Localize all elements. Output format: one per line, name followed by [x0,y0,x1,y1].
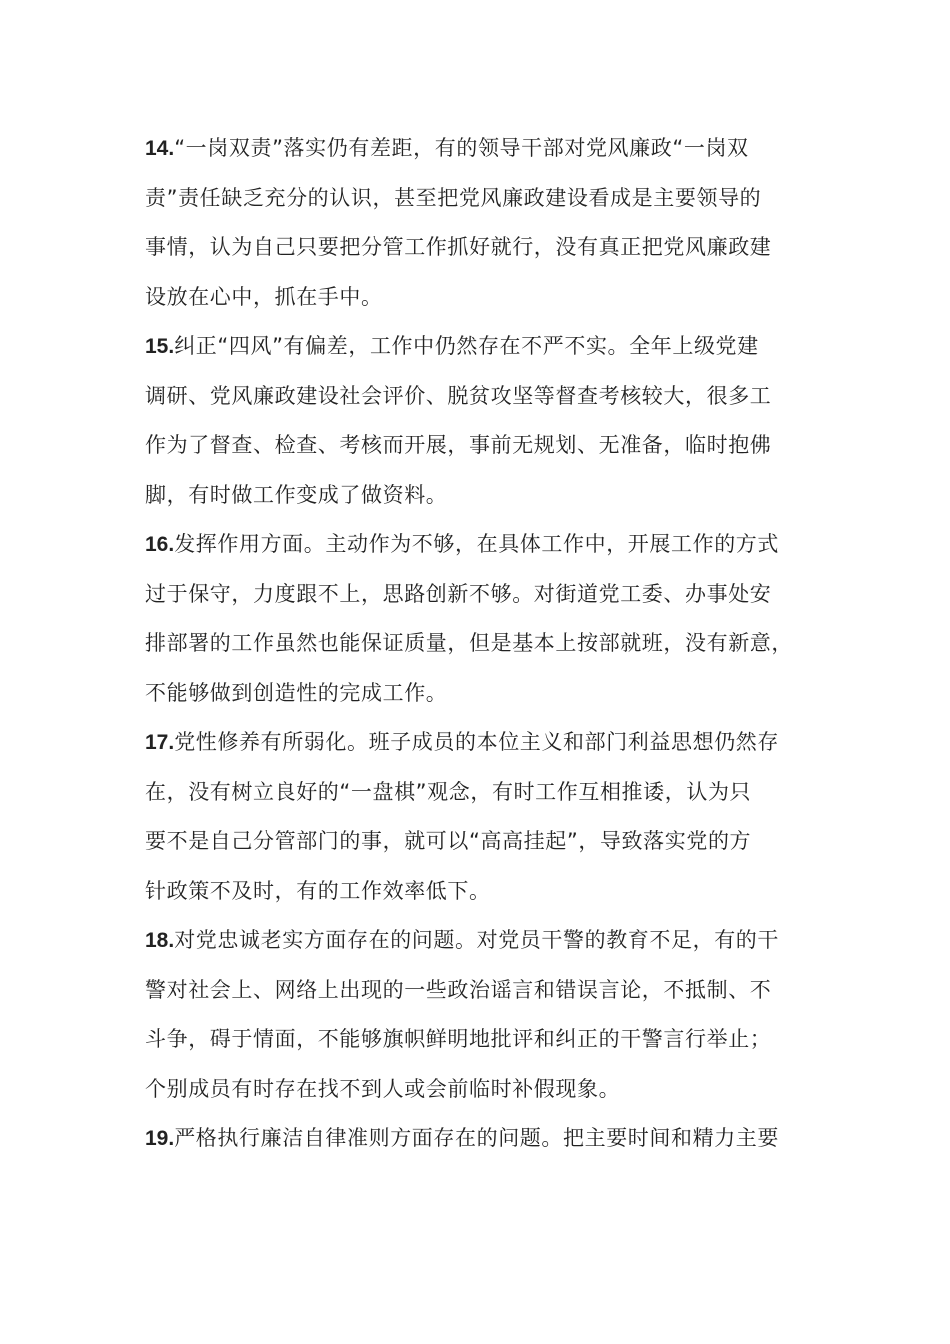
paragraph-line: 斗争，碍于情面，不能够旗帜鲜明地批评和纠正的干警言行举止； [145,1027,772,1051]
paragraph-line: 设放在心中，抓在手中。 [145,284,383,309]
paragraph-line: 排部署的工作虽然也能保证质量，但是基本上按部就班，没有新意， [145,631,793,655]
paragraph-line: 警对社会上、网络上出现的一些政治谣言和错误言论，不抵制、不 [145,977,772,1002]
list-item-16 [145,520,825,718]
paragraph-line: 事情，认为自己只要把分管工作抓好就行，没有真正把党风廉政建 [145,235,772,259]
line-text: 纠正“四风”有偏差，工作中仍然存在不严不实。全年上级党建 [174,334,759,358]
paragraph-line [145,718,825,768]
paragraph-line [145,520,825,570]
list-item-17 [145,718,825,916]
item-number: 15. [145,335,175,358]
document-body [145,124,825,1164]
list-item-14 [145,124,825,322]
list-item-15 [145,322,825,520]
paragraph-line [145,322,825,372]
paragraph-line: 调研、党风廉政建设社会评价、脱贫攻坚等督查考核较大，很多工 [145,383,772,408]
item-number: 17. [145,731,175,754]
line-text: 严格执行廉洁自律准则方面存在的问题。把主要时间和精力主要 [174,1126,780,1150]
paragraph-line: 针政策不及时，有的工作效率低下。 [145,878,491,903]
item-number: 14. [145,137,175,160]
paragraph-line: 脚，有时做工作变成了做资料。 [145,482,448,507]
list-item-18 [145,916,825,1114]
paragraph-line: 作为了督查、检查、考核而开展，事前无规划、无准备，临时抱佛 [145,433,772,457]
line-text: 发挥作用方面。主动作为不够，在具体工作中，开展工作的方式 [174,532,780,556]
paragraph-line: 不能够做到创造性的完成工作。 [145,680,448,705]
paragraph-line: 在，没有树立良好的“一盘棋”观念，有时工作互相推诿，认为只 [145,779,752,804]
item-number: 19. [145,1127,175,1150]
line-text: 党性修养有所弱化。班子成员的本位主义和部门利益思想仍然存 [174,730,780,754]
paragraph-line [145,1114,825,1164]
line-text: 对党忠诚老实方面存在的问题。对党员干警的教育不足，有的干 [174,928,780,952]
item-number: 16. [145,533,175,556]
paragraph-line: 过于保守，力度跟不上，思路创新不够。对街道党工委、办事处安 [145,581,772,606]
paragraph-line: 个别成员有时存在找不到人或会前临时补假现象。 [145,1076,621,1101]
paragraph-line: 责”责任缺乏充分的认识，甚至把党风廉政建设看成是主要领导的 [145,185,762,210]
paragraph-line [145,916,825,966]
paragraph-line: 要不是自己分管部门的事，就可以“高高挂起”，导致落实党的方 [145,829,752,853]
paragraph-line [145,124,825,174]
line-text: “一岗双责”落实仍有差距，有的领导干部对党风廉政“一岗双 [174,136,749,160]
item-number: 18. [145,929,175,952]
list-item-19 [145,1114,825,1164]
